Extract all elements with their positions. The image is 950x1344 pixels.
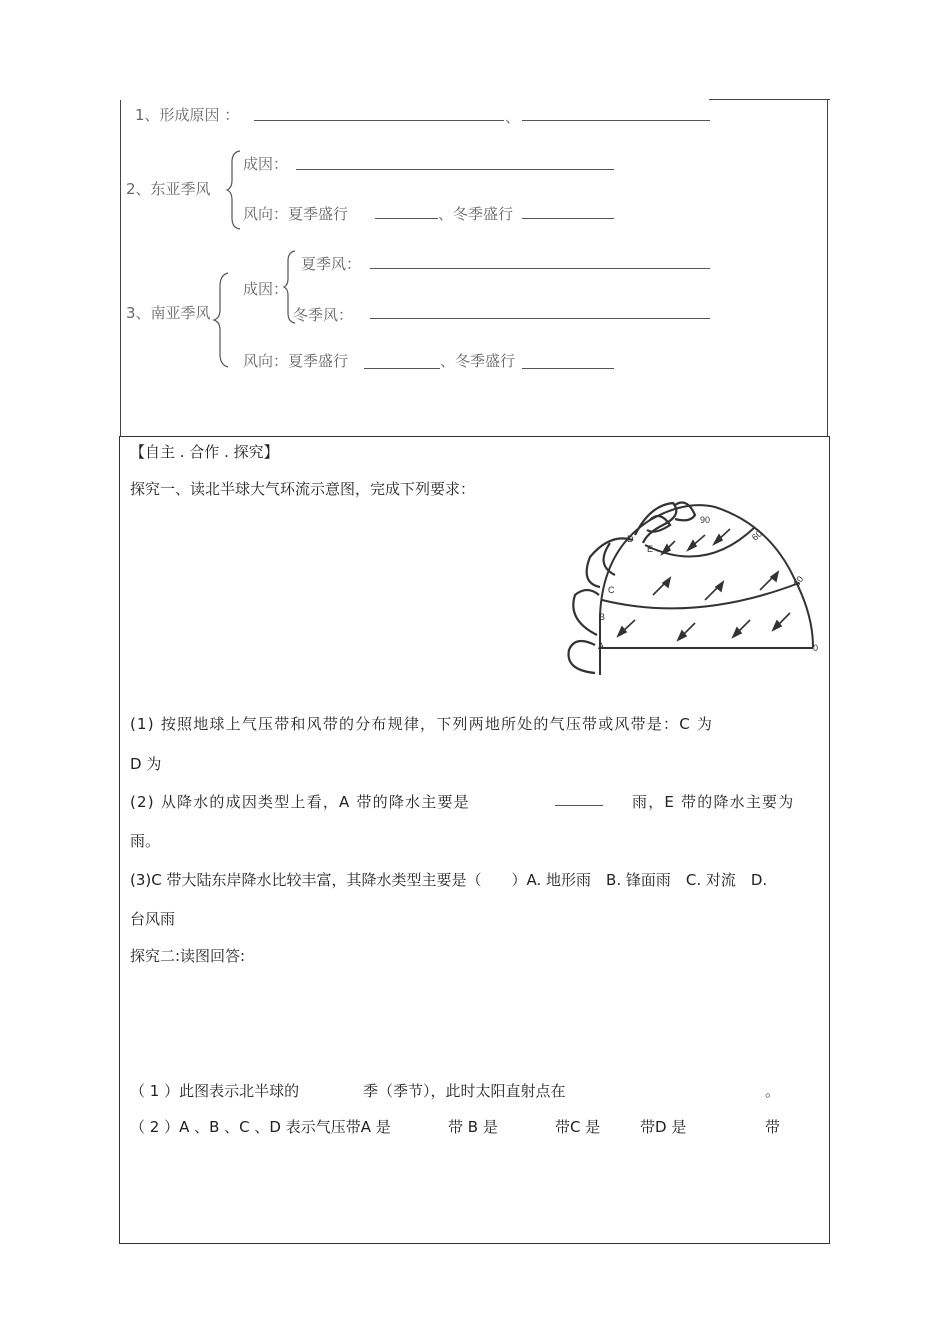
item1-label: 1、形成原因 ： — [135, 106, 240, 124]
item3-summer-blank[interactable] — [370, 268, 710, 269]
belt-d-label: D — [627, 534, 634, 544]
q3-line1: (3)C 带大陆东岸降水比较丰富，其降水类型主要是（ ）A. 地形雨 B. 锋面雨 C. 对流 D. — [130, 871, 768, 889]
item3-summer-label: 夏季风： — [301, 255, 362, 273]
lat-60-label: 60 — [749, 528, 764, 543]
q2-part1: (2) 从降水的成因类型上看，A 带的降水主要是 — [130, 793, 470, 811]
item3-winter-blank[interactable] — [370, 318, 710, 319]
lat-90-label: 90 — [700, 515, 711, 525]
item2-summer-blank[interactable] — [375, 218, 438, 219]
q1-line2: D 为 — [130, 755, 162, 773]
explore2-title: 探究二:读图回答: — [130, 947, 246, 965]
q2-line2: 雨。 — [130, 832, 161, 850]
e2-q1-part3: 。 — [765, 1082, 781, 1100]
e2-q2-part4: 带D 是 — [640, 1118, 687, 1136]
q1-line1: (1) 按照地球上气压带和风带的分布规律，下列两地所处的气压带或风带是：C 为 — [130, 715, 714, 733]
item2-winter-label: 、冬季盛行 — [438, 205, 514, 223]
item3-summer-dir-blank[interactable] — [364, 368, 440, 369]
section1-top-edge — [709, 99, 830, 100]
item2-cause-label: 成因： — [243, 155, 289, 173]
e2-q2-part3: 带C 是 — [555, 1118, 601, 1136]
item1-separator: 、 — [505, 108, 521, 126]
q3-line2: 台风雨 — [130, 910, 176, 928]
item2-winter-blank[interactable] — [522, 218, 614, 219]
item3-winter-label: 冬季风： — [293, 306, 354, 324]
item3-label: 3、南亚季风 — [126, 304, 211, 322]
e2-q2-part1: （ 2 ）A 、B 、C 、D 表示气压带A 是 — [130, 1118, 391, 1136]
item2-label: 2、东亚季风 — [126, 180, 211, 198]
explore1-title: 探究一、读北半球大气环流示意图，完成下列要求： — [130, 480, 476, 498]
circulation-diagram — [555, 495, 830, 680]
q2-part2: 雨，E 带的降水主要为 — [632, 793, 795, 811]
item2-brace-icon — [226, 150, 242, 230]
item3-outer-brace-icon — [212, 272, 230, 368]
item3-direction-label: 风向：夏季盛行 — [243, 352, 349, 370]
q2-blank[interactable] — [555, 805, 603, 806]
belt-c-label: C — [608, 585, 615, 595]
e2-q1-part1: （ 1 ）此图表示北半球的 — [130, 1082, 300, 1100]
belt-b-label: B — [599, 612, 606, 622]
e2-q2-part2: 带 B 是 — [448, 1118, 498, 1136]
e2-q1-part2: 季（季节），此时太阳直射点在 — [363, 1082, 566, 1100]
item3-winter-dir-label: 、冬季盛行 — [440, 352, 516, 370]
item1-blank-2[interactable] — [522, 120, 710, 121]
belt-a-label: A — [598, 641, 605, 651]
item2-direction-label: 风向：夏季盛行 — [243, 205, 349, 223]
item3-cause-label: 成因： — [243, 280, 289, 298]
item2-cause-blank[interactable] — [296, 169, 614, 170]
item3-winter-dir-blank[interactable] — [522, 368, 614, 369]
lat-0-label: 0 — [813, 643, 819, 653]
section2-heading: 【自主 . 合作 . 探究】 — [130, 443, 279, 461]
lat-30-label: 30 — [791, 574, 806, 589]
item1-blank-1[interactable] — [254, 120, 504, 121]
belt-e-label: E — [647, 544, 654, 554]
e2-q2-part5: 带 — [765, 1118, 781, 1136]
